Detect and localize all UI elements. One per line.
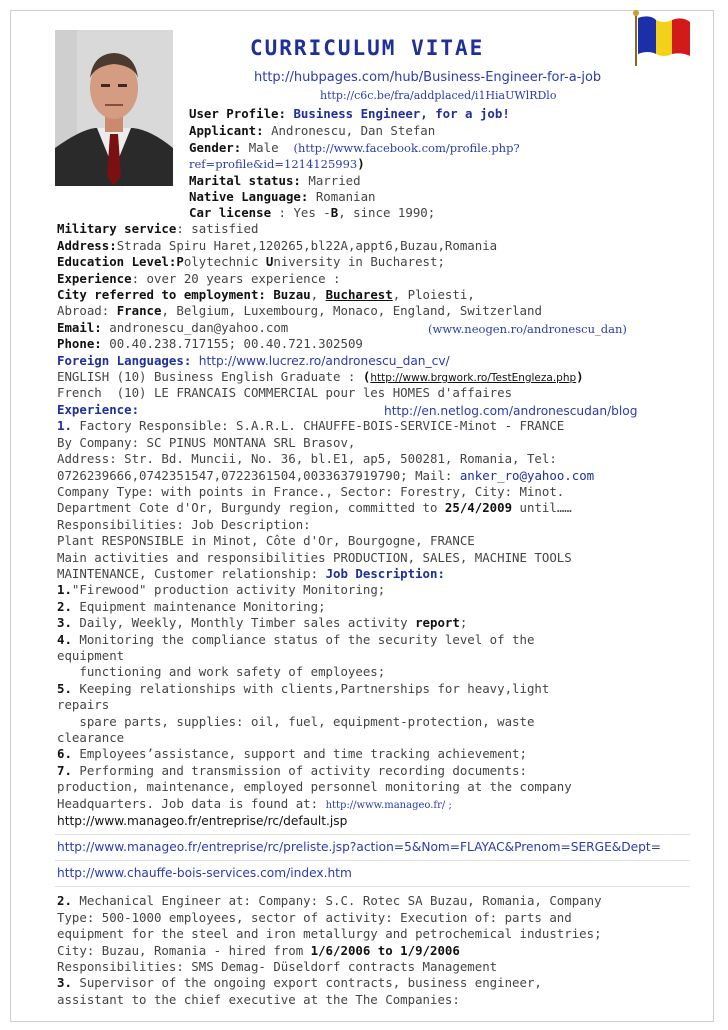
foreign-languages-line: Foreign Languages: http://www.lucrez.ro/andronescu_dan_cv/: [57, 353, 450, 368]
neogen-link[interactable]: (www.neogen.ro/andronescu_dan): [428, 322, 627, 336]
job2-line: City: Buzau, Romania - hired from 1/6/2006 to 1/9/2006: [57, 943, 460, 958]
job1-duty: clearance: [57, 730, 125, 745]
job3-line: assistant to the chief executive at the The Companies:: [57, 992, 460, 1007]
french-line: French (10) LE FRANCAIS COMMERCIAL pour les HOMES d'affaires: [57, 385, 513, 400]
job1-line: Department Cote d'Or, Burgundy region, committed to 25/4/2009 until……: [57, 500, 572, 515]
job1-duty: 5. Keeping relationships with clients,Partnerships for heavy,light: [57, 681, 550, 696]
facebook-link[interactable]: (http://www.facebook.com/profile.php?: [293, 141, 520, 155]
job1-line: Address: Str. Bd. Muncii, No. 36, bl.E1, ap5, 500281, Romania, Tel:: [57, 451, 557, 466]
chauffe-bois-link[interactable]: http://www.chauffe-bois-services.com/index.htm: [57, 866, 352, 880]
phone-line: Phone: 00.40.238.717155; 00.40.721.302509: [57, 336, 363, 351]
job1-line: Company Type: with points in France., Sector: Forestry, City: Minot.: [57, 484, 565, 499]
c6c-link[interactable]: http://c6c.be/fra/addplaced/i1HiaUWlRDlo: [320, 89, 557, 102]
job1-line: Plant RESPONSIBLE in Minot, Côte d'Or, Bourgogne, FRANCE: [57, 533, 475, 548]
experience-summary-line: Experience: over 20 years experience :: [57, 271, 341, 286]
gender-line: Gender: Male (http://www.facebook.com/profile.php?: [189, 140, 520, 155]
job1-line: MAINTENANCE, Customer relationship: Job Description:: [57, 566, 445, 581]
applicant-photo: [55, 30, 173, 186]
job1-line: Responsibilities: Job Description:: [57, 517, 311, 532]
job1-line: 0726239666,0742351547,0722361504,0033637919790; Mail: anker_ro@yahoo.com: [57, 468, 595, 483]
job1-line: By Company: SC PINUS MONTANA SRL Brasov,: [57, 435, 356, 450]
email-line: Email: andronescu_dan@yahoo.com: [57, 320, 289, 335]
applicant-line: Applicant: Andronescu, Dan Stefan: [189, 123, 436, 138]
job1-title: 1. Factory Responsible: S.A.R.L. CHAUFFE-BOIS-SERVICE-Minot - FRANCE: [57, 418, 565, 433]
manageo-default-link[interactable]: http://www.manageo.fr/entreprise/rc/default.jsp: [57, 814, 348, 828]
experience-heading-line: Experience:: [57, 402, 140, 417]
manageo-preliste-link[interactable]: http://www.manageo.fr/entreprise/rc/preliste.jsp?action=5&Nom=FLAYAC&Prenom=SERGE&Dept=: [57, 840, 661, 854]
job1-duty: 4. Monitoring the compliance status of the security level of the: [57, 632, 535, 647]
facebook-link-2[interactable]: ref=profile&id=1214125993: [189, 157, 358, 171]
divider: [55, 860, 690, 861]
lucrez-link[interactable]: http://www.lucrez.ro/andronescu_dan_cv/: [198, 354, 450, 368]
job1-duty: functioning and work safety of employees;: [57, 664, 386, 679]
anker-mail-link[interactable]: anker_ro@yahoo.com: [459, 468, 595, 483]
user-profile-line: User Profile: Business Engineer, for a job!: [189, 106, 510, 121]
gender-line-2: ref=profile&id=1214125993): [189, 156, 365, 171]
education-line: Education Level:Polytechnic University in Bucharest;: [57, 254, 445, 269]
native-language-line: Native Language: Romanian: [189, 189, 376, 204]
abroad-line: Abroad: France, Belgium, Luxembourg, Monaco, England, Switzerland: [57, 303, 542, 318]
brgwork-link[interactable]: http://www.brgwork.ro/TestEngleza.php: [370, 372, 577, 384]
job1-duty: 1."Firewood" production activity Monitoring;: [57, 582, 386, 597]
romania-flag-icon: [632, 10, 694, 66]
job1-line: Main activities and responsibilities PRODUCTION, SALES, MACHINE TOOLS: [57, 550, 572, 565]
job1-duty: 6. Employees’assistance, support and time tracking achievement;: [57, 746, 527, 761]
job2-line: equipment for the steel and iron metallurgy and petrochemical industries;: [57, 926, 602, 941]
hubpages-link[interactable]: http://hubpages.com/hub/Business-Engineer-for-a-job: [254, 70, 602, 85]
job2-title: 2. Mechanical Engineer at: Company: S.C. Rotec SA Buzau, Romania, Company: [57, 893, 602, 908]
car-license-line: Car license : Yes -B, since 1990;: [189, 205, 436, 220]
english-line: ENGLISH (10) Business English Graduate : (http://www.brgwork.ro/TestEngleza.php): [57, 369, 584, 384]
job1-duty: repairs: [57, 697, 110, 712]
job1-duty: equipment: [57, 648, 125, 663]
job1-duty: spare parts, supplies: oil, fuel, equipment-protection, waste: [57, 714, 535, 729]
divider: [55, 886, 690, 887]
document-title: CURRICULUM VITAE: [250, 36, 485, 60]
marital-line: Marital status: Married: [189, 173, 361, 188]
netlog-link[interactable]: http://en.netlog.com/andronescudan/blog: [384, 404, 638, 418]
job1-duty: 7. Performing and transmission of activity recording documents:: [57, 763, 527, 778]
job3-title: 3. Supervisor of the ongoing export contracts, business engineer,: [57, 975, 542, 990]
job1-duty: Headquarters. Job data is found at: http://www.manageo.fr/ ;: [57, 796, 452, 811]
city-line: City referred to employment: Buzau, Bucharest, Ploiesti,: [57, 287, 475, 302]
manageo-link[interactable]: http://www.manageo.fr/ ;: [325, 800, 452, 811]
job1-duty: 2. Equipment maintenance Monitoring;: [57, 599, 326, 614]
divider: [55, 834, 690, 835]
email-value[interactable]: andronescu_dan@yahoo.com: [109, 320, 289, 335]
job2-line: Type: 500-1000 employees, sector of activity: Execution of: parts and: [57, 910, 572, 925]
military-line: Military service: satisfied: [57, 221, 259, 236]
job2-line: Responsibilities: SMS Demag- Düseldorf contracts Management: [57, 959, 498, 974]
job1-duty: 3. Daily, Weekly, Monthly Timber sales activity report;: [57, 615, 468, 630]
job1-duty: production, maintenance, employed personnel monitoring at the company: [57, 779, 572, 794]
address-line: Address:Strada Spiru Haret,120265,bl22A,appt6,Buzau,Romania: [57, 238, 498, 253]
